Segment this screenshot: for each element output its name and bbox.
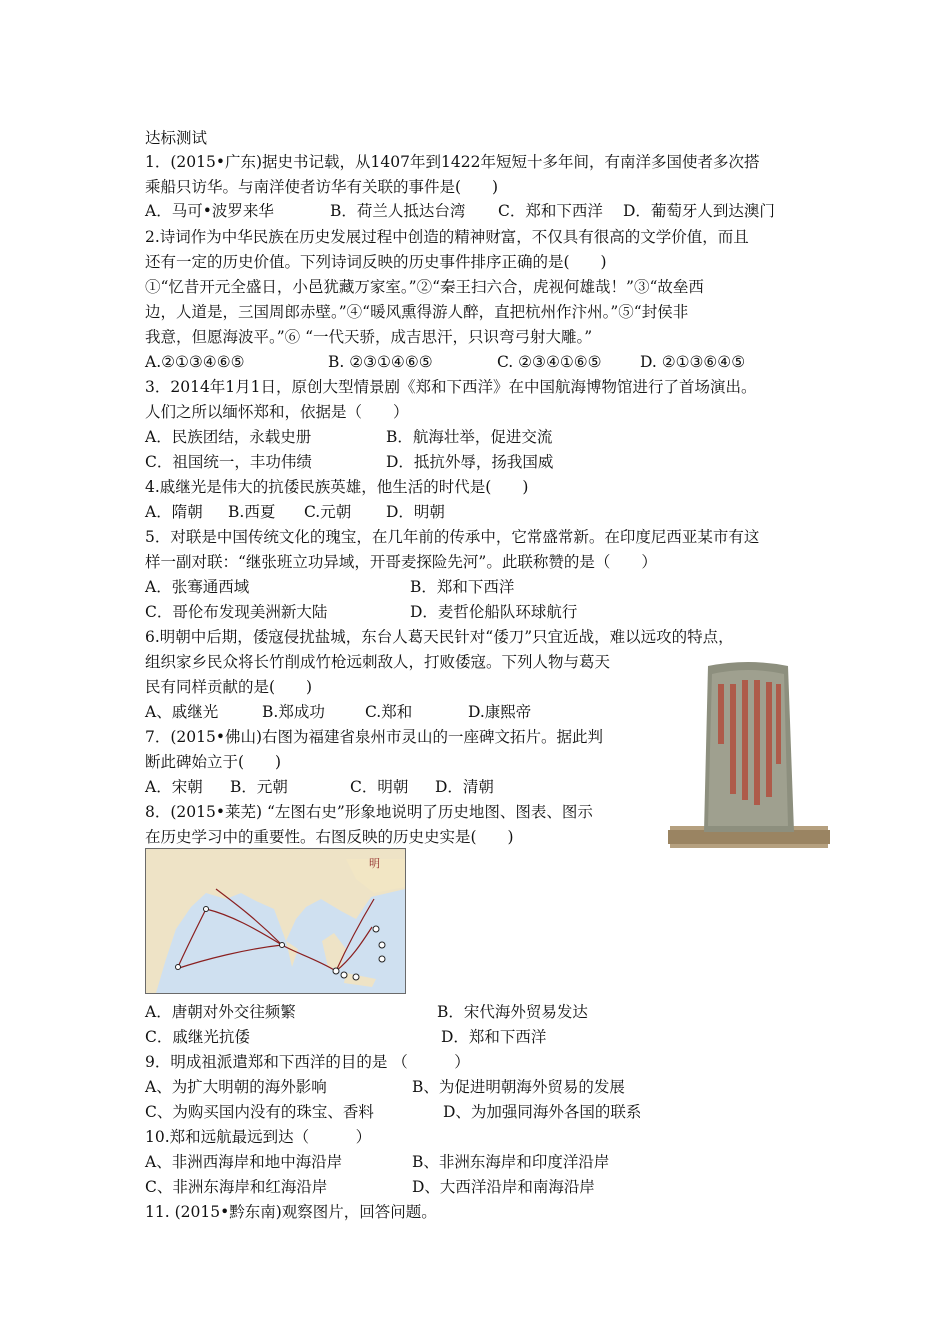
q10-option-c: C、非洲东海岸和红海沿岸 (145, 1178, 328, 1196)
q7-option-d: D．清朝 (435, 778, 494, 796)
q6-option-c: C.郑和 (365, 703, 413, 721)
q6-option-a: A、戚继光 (145, 703, 219, 721)
q2-option-c: C. ②③④①⑥⑤ (497, 353, 602, 371)
q3-line2: 人们之所以缅怀郑和，依据是（ ） (145, 403, 409, 421)
q5-line2: 样一副对联：“继张班立功异域，开哥麦探险先河”。此联称赞的是（ ） (145, 553, 657, 571)
map-label-ming: 明 (369, 857, 380, 870)
q2-option-a: A.②①③④⑥⑤ (145, 353, 245, 371)
q5-option-d: D．麦哲伦船队环球航行 (410, 603, 578, 621)
q5-line1: 5．对联是中国传统文化的瑰宝，在几年前的传承中，它常盛常新。在印度尼西亚某市有这 (145, 528, 760, 546)
q4-option-c: C.元朝 (304, 503, 352, 521)
q1-option-c: C．郑和下西洋 (498, 202, 603, 220)
q9-option-a: A、为扩大明朝的海外影响 (145, 1078, 327, 1096)
q2-line4: 边，人道是，三国周郎赤壁。”④“暖风熏得游人醉，直把杭州作汴州。”⑤“封侯非 (145, 303, 689, 321)
q1-option-a: A．马可•波罗来华 (145, 202, 274, 220)
q1-line2: 乘船只访华。与南洋使者访华有关联的事件是( ) (145, 178, 499, 196)
q7-option-a: A．宋朝 (145, 778, 203, 796)
q10-option-a: A、非洲西海岸和地中海沿岸 (145, 1153, 343, 1171)
q9-option-c: C、为购买国内没有的珠宝、香料 (145, 1103, 374, 1121)
q4-line1: 4.戚继光是伟大的抗倭民族英雄，他生活的时代是( ) (145, 478, 529, 496)
q8-option-d: D．郑和下西洋 (441, 1028, 547, 1046)
q7-line1: 7．(2015•佛山)右图为福建省泉州市灵山的一座碑文拓片。据此判 (145, 728, 604, 746)
q8-option-a: A．唐朝对外交往频繁 (145, 1003, 296, 1021)
section-title: 达标测试 (145, 129, 208, 147)
q6-line2: 组织家乡民众将长竹削成竹枪远刺敌人，打败倭寇。下列人物与葛天 (145, 653, 611, 671)
q7-option-c: C．明朝 (350, 778, 409, 796)
q5-option-b: B．郑和下西洋 (410, 578, 515, 596)
q11-line1: 11. (2015•黔东南)观察图片，回答问题。 (145, 1203, 437, 1221)
q1-line1: 1．(2015•广东)据史书记载，从1407年到1422年短短十多年间，有南洋多国使者多次搭 (145, 153, 760, 171)
q2-line3: ①“忆昔开元全盛日，小邑犹藏万家室。”②“秦王扫六合，虎视何雄哉！”③“故垒西 (145, 278, 704, 296)
q6-line3: 民有同样贡献的是( ) (145, 678, 313, 696)
q4-option-b: B.西夏 (228, 503, 276, 521)
q2-option-b: B. ②③①④⑥⑤ (328, 353, 433, 371)
q2-line1: 2.诗词作为中华民族在历史发展过程中创造的精神财富，不仅具有很高的文学价值，而且 (145, 228, 749, 246)
q2-line2: 还有一定的历史价值。下列诗词反映的历史事件排序正确的是( ) (145, 253, 607, 271)
q3-option-d: D．抵抗外辱，扬我国威 (386, 453, 554, 471)
q8-option-c: C．戚继光抗倭 (145, 1028, 250, 1046)
q7-option-b: B．元朝 (230, 778, 288, 796)
q4-option-d: D．明朝 (386, 503, 445, 521)
q3-option-a: A．民族团结，永载史册 (145, 428, 312, 446)
stele-photo (668, 660, 830, 850)
q8-line2: 在历史学习中的重要性。右图反映的历史史实是( ) (145, 828, 514, 846)
q9-option-d: D、为加强同海外各国的联系 (443, 1103, 642, 1121)
q1-option-b: B．荷兰人抵达台湾 (330, 202, 466, 220)
q9-line1: 9．明成祖派遣郑和下西洋的目的是 （ ） (145, 1053, 470, 1071)
q6-option-b: B.郑成功 (262, 703, 325, 721)
q3-line1: 3．2014年1月1日，原创大型情景剧《郑和下西洋》在中国航海博物馆进行了首场演出。 (145, 378, 757, 396)
q2-option-d: D. ②①③⑥④⑤ (640, 353, 746, 371)
q10-option-d: D、大西洋沿岸和南海沿岸 (412, 1178, 595, 1196)
q4-option-a: A．隋朝 (145, 503, 203, 521)
q5-option-a: A．张骞通西域 (145, 578, 250, 596)
q6-option-d: D.康熙帝 (468, 703, 532, 721)
q8-line1: 8．(2015•莱芜) “左图右史”形象地说明了历史地图、图表、图示 (145, 803, 593, 821)
q3-option-c: C．祖国统一，丰功伟绩 (145, 453, 312, 471)
q10-line1: 10.郑和远航最远到达（ ） (145, 1128, 372, 1146)
q6-line1: 6.明朝中后期，倭寇侵扰盐城，东台人葛天民针对“倭刀”只宜近战，难以远攻的特点， (145, 628, 734, 646)
zheng-he-voyage-map (145, 848, 406, 994)
q7-line2: 断此碑始立于( ) (145, 753, 282, 771)
q2-line5: 我意，但愿海波平。”⑥ “一代天骄，成吉思汗，只识弯弓射大雕。” (145, 328, 593, 346)
q3-option-b: B．航海壮举，促进交流 (386, 428, 553, 446)
q5-option-c: C．哥伦布发现美洲新大陆 (145, 603, 328, 621)
q9-option-b: B、为促进明朝海外贸易的发展 (412, 1078, 625, 1096)
q1-option-d: D．葡萄牙人到达澳门 (623, 202, 775, 220)
q10-option-b: B、非洲东海岸和印度洋沿岸 (412, 1153, 610, 1171)
q8-option-b: B．宋代海外贸易发达 (437, 1003, 588, 1021)
